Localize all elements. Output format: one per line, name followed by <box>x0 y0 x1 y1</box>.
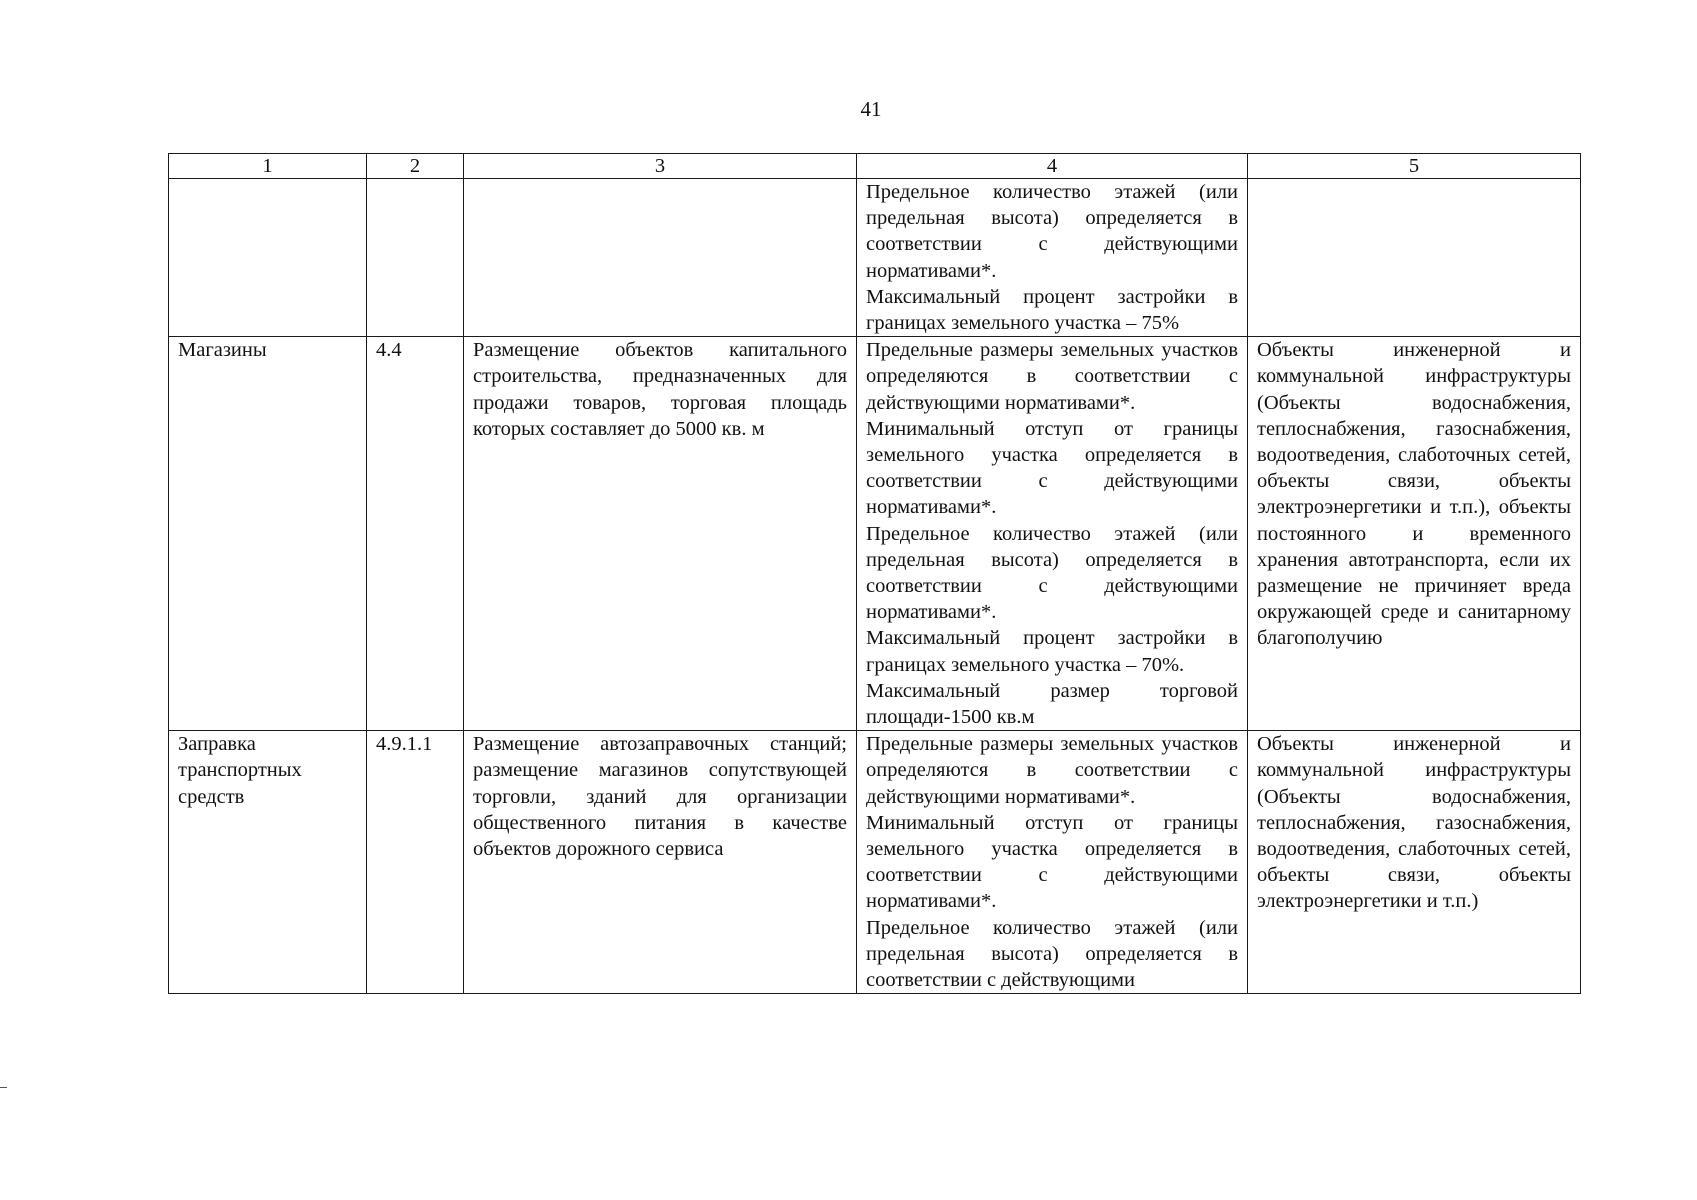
column-header-2: 2 <box>367 154 464 179</box>
parameter-text: Максимальный процент застройки в границах земельного участка – 75% <box>866 285 1238 335</box>
cell-name <box>169 179 367 337</box>
table-row-continuation <box>169 179 1581 337</box>
cell-parameters <box>857 179 1248 337</box>
table-row-magaziny <box>169 337 1581 731</box>
parameter-text: Максимальный размер торговой площади-1500 кв.м <box>866 679 1238 729</box>
parameter-text: Предельные размеры земельных участков определяются в соответствии с действующими нормативами*. <box>866 339 1238 414</box>
cell-description <box>464 179 857 337</box>
cell-description: Размещение объектов капитального строительства, предназначенных для продажи товаров, торговая площадь которых составляет до 5000 кв. м <box>464 337 857 731</box>
column-header-4: 4 <box>857 154 1248 179</box>
column-header-3: 3 <box>464 154 857 179</box>
cell-auxiliary: Объекты инженерной и коммунальной инфраструктуры (Объекты водоснабжения, теплоснабжения, газоснабжения, водоотведения, слаботочных сетей, объекты связи, объекты электроэнергетики и т.п.) <box>1248 731 1581 994</box>
cell-parameters <box>857 731 1248 994</box>
cell-name: Заправка транспортных средств <box>169 731 367 994</box>
parameter-text: Предельное количество этажей (или предельная высота) определяется в соответствии с действующими нормативами*. <box>866 181 1238 282</box>
parameter-text: Минимальный отступ от границы земельного участка определяется в соответствии с действующими нормативами*. <box>866 417 1238 519</box>
page-number: 41 <box>860 97 882 121</box>
parameter-text: Максимальный процент застройки в границах земельного участка – 70%. <box>866 627 1238 676</box>
table-row-zapravka <box>169 731 1581 994</box>
parameter-text: Предельные размеры земельных участков определяются в соответствии с действующими нормативами*. <box>866 733 1238 808</box>
cell-parameters <box>857 337 1248 731</box>
cell-code: 4.9.1.1 <box>367 731 464 994</box>
header-row <box>169 154 1581 179</box>
zoning-regulations-table <box>168 153 1581 994</box>
cell-name: Магазины <box>169 337 367 731</box>
column-header-1: 1 <box>169 154 367 179</box>
column-header-5: 5 <box>1248 154 1581 179</box>
parameter-text: Минимальный отступ от границы земельного участка определяется в соответствии с действующими нормативами*. <box>866 811 1238 913</box>
scan-edge-mark <box>0 1087 7 1088</box>
parameter-text: Предельное количество этажей (или предельная высота) определяется в соответствии с действующими нормативами*. <box>866 522 1238 624</box>
cell-description: Размещение автозаправочных станций; размещение магазинов сопутствующей торговли, зданий для организации общественного питания в качестве объектов дорожного сервиса <box>464 731 857 994</box>
cell-auxiliary <box>1248 179 1581 337</box>
parameter-text: Предельное количество этажей (или предельная высота) определяется в соответствии с действующими <box>866 916 1238 992</box>
cell-code: 4.4 <box>367 337 464 731</box>
cell-auxiliary: Объекты инженерной и коммунальной инфраструктуры (Объекты водоснабжения, теплоснабжения, газоснабжения, водоотведения, слаботочных сетей, объекты связи, объекты электроэнергетики и т.п.), объекты постоянного и временного хранения автотранспорта, если их размещение не причиняет вреда окружающей среде и санитарному благополучию <box>1248 337 1581 731</box>
cell-code <box>367 179 464 337</box>
